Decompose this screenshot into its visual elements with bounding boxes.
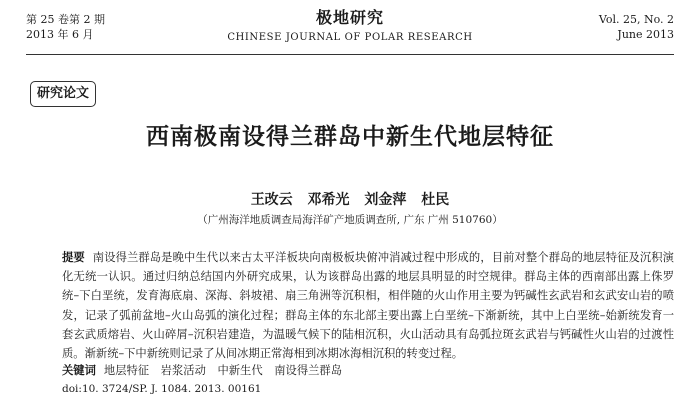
- affiliation: （广州海洋地质调查局海洋矿产地质调查所, 广东 广州 510760）: [197, 214, 503, 226]
- journal-title-en: CHINESE JOURNAL OF POLAR RESEARCH: [227, 32, 473, 43]
- abstract-label: 提要: [62, 250, 85, 264]
- volume-issue-en: Vol. 25, No. 2: [598, 13, 674, 26]
- author-list: 王改云 邓希光 刘金萍 杜民: [250, 192, 450, 208]
- doi-line[interactable]: doi:10. 3724/SP. J. 1084. 2013. 00161: [62, 383, 262, 395]
- paper-title: 西南极南设得兰群岛中新生代地层特征: [146, 123, 554, 150]
- date-en: June 2013: [617, 28, 674, 41]
- header-rule: [26, 54, 674, 55]
- keywords-label: 关键词: [62, 363, 96, 377]
- header-right: [599, 12, 674, 42]
- date-cn: 2013 年 6 月: [26, 28, 94, 41]
- keywords-text: 地层特征 岩浆活动 中新生代 南设得兰群岛: [103, 364, 343, 377]
- header-center: [0, 8, 700, 45]
- section-tag: 研究论文: [30, 81, 96, 107]
- volume-issue-cn: 第 25 卷第 2 期: [26, 13, 105, 26]
- abstract: [62, 248, 674, 363]
- keywords: [62, 362, 342, 379]
- journal-title-cn: 极地研究: [315, 8, 384, 27]
- abstract-text: 南设得兰群岛是晚中生代以来古太平洋板块向南极板块俯冲消减过程中形成的，目前对整个群岛的地层特征及沉积演化无统一认识。通过归纳总结国内外研究成果，认为该群岛出露的地层具明显的时空规律。群岛主体的西南部出露上侏罗统–下白垩统，发育海底扇、深海、斜坡裙、扇三角洲等沉积相，相伴随的火山作用主要为钙碱性玄武岩和玄武安山岩的喷发，记录了弧前盆地–火山岛弧的演化过程；群岛主体的东北部主要出露上白垩统–下渐新统，其中上白垩统–始新统发育一套玄武质熔岩、火山碎屑–沉积岩建造，为温暖气候下的陆相沉积，火山活动具有岛弧拉斑玄武岩与钙碱性火山岩的过渡性质。渐新统–下中新统则记录了从间冰期正常海相到冰期冰海相沉积的转变过程。: [62, 251, 674, 361]
